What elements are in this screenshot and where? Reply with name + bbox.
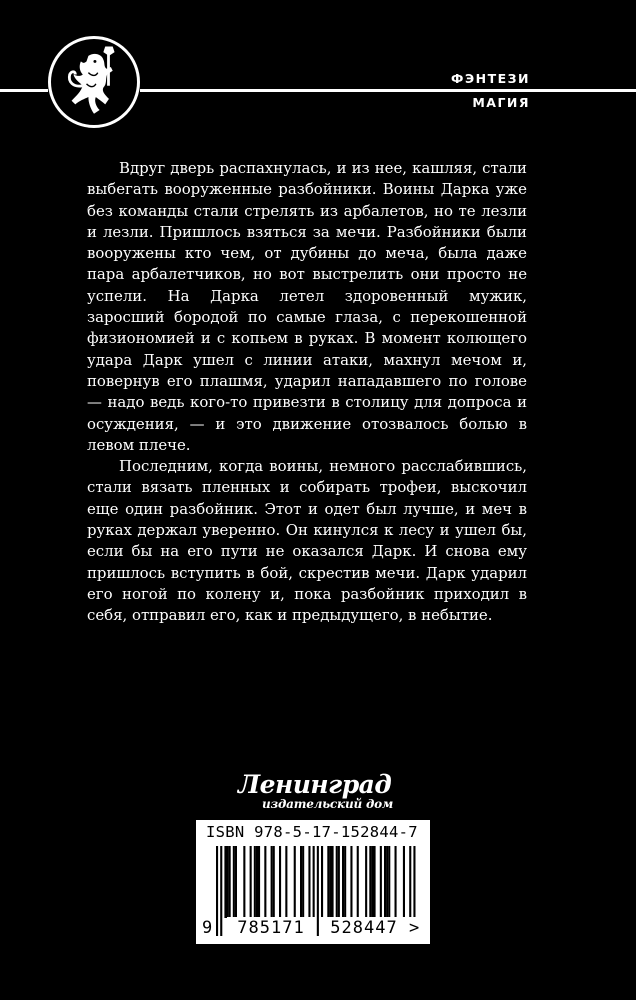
barcode-bar	[371, 846, 373, 918]
barcode-bar	[216, 846, 218, 936]
barcode-bar	[365, 846, 367, 918]
isbn-label: ISBN 978-5-17-152844-7	[206, 823, 418, 841]
barcode-bar	[338, 846, 340, 918]
quiet-zone-mark: >	[409, 918, 420, 938]
publisher-logo	[238, 770, 394, 814]
barcode-bar	[344, 846, 346, 918]
barcode-bar	[357, 846, 359, 918]
header-rule-right	[140, 89, 636, 92]
barcode-bar	[380, 846, 382, 918]
genre-label-secondary: МАГИЯ	[472, 95, 530, 110]
barcode-bar	[388, 846, 390, 918]
barcode-bar	[374, 846, 376, 918]
barcode-bar	[227, 846, 229, 918]
barcode-bar	[317, 846, 319, 936]
barcode-bar	[336, 846, 338, 918]
barcode-bar	[327, 846, 329, 918]
barcode-bar	[329, 846, 331, 918]
publisher-name: Ленинград	[238, 770, 392, 799]
barcode-bar	[235, 846, 237, 918]
blurb-text	[87, 158, 527, 627]
barcode-bar	[342, 846, 344, 918]
blurb-paragraph: Последним, когда воины, немного расслабившись, стали вязать пленных и собирать трофеи, выскочил еще один разбойник. Этот и одет был лучше, и меч в руках держал уверенно. Он кинулся к лесу и ушел бы, если бы на его пути не оказался Дарк. И снова ему пришлось вступить в бой, скрестив мечи. Дарк ударил его ногой по колену и, пока разбойник приходил в себя, отправил его, как и предыдущего, в небытие.	[87, 457, 527, 625]
barcode-bar	[300, 846, 302, 918]
genre-label-primary: ФЭНТЕЗИ	[451, 71, 530, 86]
barcode-bar	[386, 846, 388, 918]
barcode-bar	[220, 846, 222, 936]
barcode-bar	[384, 846, 386, 918]
barcode-bar	[273, 846, 275, 918]
isbn-barcode	[196, 820, 430, 944]
barcode-bar	[250, 846, 252, 918]
barcode-bar	[271, 846, 273, 918]
barcode-bar	[308, 846, 310, 918]
ean-left-group: 785171	[227, 917, 315, 939]
ean-first-digit: 9	[202, 918, 213, 938]
barcode-bar	[243, 846, 245, 918]
barcode-bar	[350, 846, 352, 918]
barcode-bar	[369, 846, 371, 918]
barcode-bar	[279, 846, 281, 918]
barcode-bar	[233, 846, 235, 918]
publisher-subtitle: издательский дом	[262, 797, 394, 811]
header-rule-left	[0, 89, 48, 92]
barcode-bar	[256, 846, 258, 918]
barcode-bar	[229, 846, 231, 918]
barcode-bar	[254, 846, 256, 918]
barcode-bar	[332, 846, 334, 918]
barcode-bar	[403, 846, 405, 918]
barcode-bar	[294, 846, 296, 918]
barcode-bar	[224, 846, 226, 918]
barcode-bar	[395, 846, 397, 918]
publisher-emblem	[48, 36, 140, 128]
barcode-bar	[321, 846, 323, 918]
lion-with-axe-icon	[51, 39, 137, 125]
barcode-bar	[285, 846, 287, 918]
blurb-paragraph: Вдруг дверь распахнулась, и из нее, кашляя, стали выбегать вооруженные разбойники. Воины Дарка уже без команды стали стрелять из арбалетов, но те лезли и лезли. Пришлось взяться за мечи. Разбойники были вооружены кто чем, от дубины до меча, была даже пара арбалетчиков, но вот выстрелить они просто не успели. На Дарка летел здоровенный мужик, заросший бородой по самые глаза, с перекошенной физиономией и с копьем в руках. В момент колющего удара Дарк ушел с линии атаки, махнул мечом и, повернув его плашмя, ударил нападавшего по голове — надо ведь кого-то привезти в столицу для допроса и осуждения, — и это движение отозвалось болью в левом плече.	[87, 159, 527, 454]
barcode-bar	[258, 846, 260, 918]
ean-right-group: 528447	[320, 917, 408, 939]
barcode-bar	[302, 846, 304, 918]
barcode-bar	[264, 846, 266, 918]
